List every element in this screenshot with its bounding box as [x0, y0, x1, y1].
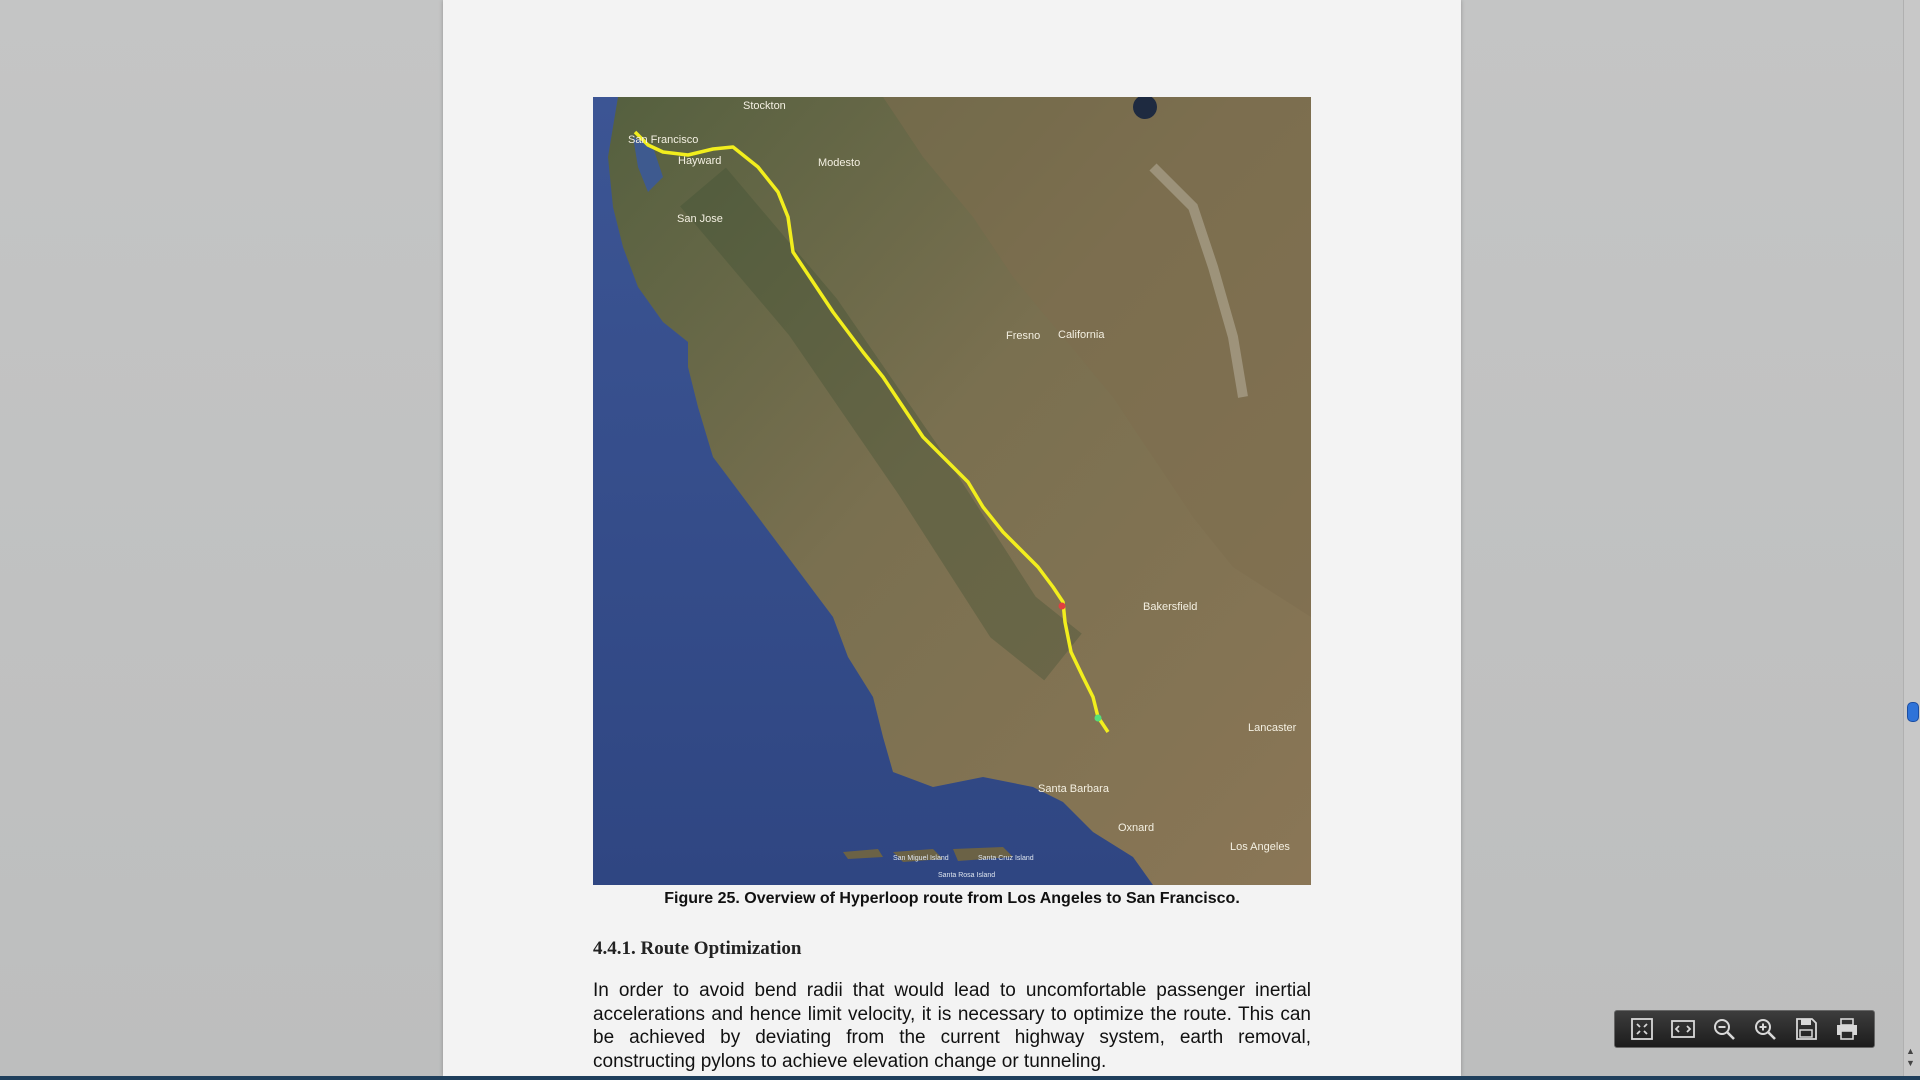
- map-label-san-jose: San Jose: [677, 213, 723, 225]
- route-marker-green: [1095, 715, 1102, 722]
- map-label-oxnard: Oxnard: [1118, 822, 1155, 834]
- fit-page-button[interactable]: [1625, 1014, 1659, 1044]
- save-button[interactable]: [1789, 1014, 1823, 1044]
- section-heading: 4.4.1. Route Optimization: [593, 938, 802, 959]
- window-bottom-edge: [0, 1076, 1920, 1080]
- save-icon: [1793, 1016, 1819, 1042]
- route-marker-red: [1059, 603, 1066, 610]
- map-label-santa-cruz-island: Santa Cruz Island: [978, 855, 1034, 862]
- zoom-in-icon: [1752, 1016, 1778, 1042]
- map-label-los-angeles: Los Angeles: [1230, 841, 1290, 853]
- scroll-down-arrow-icon[interactable]: ▼: [1906, 1058, 1915, 1068]
- map-label-hayward: Hayward: [678, 155, 722, 167]
- zoom-in-button[interactable]: [1748, 1014, 1782, 1044]
- scroll-up-arrow-icon[interactable]: ▲: [1906, 1046, 1915, 1056]
- map-label-stockton: Stockton: [743, 100, 786, 112]
- map-label-santa-rosa-island: Santa Rosa Island: [938, 872, 996, 879]
- map-label-bakersfield: Bakersfield: [1143, 601, 1198, 613]
- fit-page-icon: [1629, 1016, 1655, 1042]
- map-label-lancaster: Lancaster: [1248, 722, 1297, 734]
- zoom-out-icon: [1711, 1016, 1737, 1042]
- scroll-thumb[interactable]: [1907, 702, 1919, 722]
- map-label-san-miguel-island: San Miguel Island: [893, 855, 949, 862]
- viewer-toolbar: [1614, 1010, 1875, 1048]
- figure-caption: Figure 25. Overview of Hyperloop route from Los Angeles to San Francisco.: [664, 890, 1240, 907]
- map-label-california: California: [1058, 329, 1105, 341]
- fit-width-icon: [1670, 1016, 1696, 1042]
- zoom-out-button[interactable]: [1707, 1014, 1741, 1044]
- route-map-figure: [593, 97, 1311, 885]
- document-page: [443, 0, 1461, 1076]
- body-paragraph: In order to avoid bend radii that would lead to uncomfortable passenger inertial accelerations and hence limit velocity, it is necessary to optimize the route. This can be achieved by deviating from the current highway system, earth removal, constructing pylons to achieve elevation change or tunneling.: [593, 980, 1311, 1072]
- map-label-san-francisco: San Francisco: [628, 134, 699, 146]
- map-label-santa-barbara: Santa Barbara: [1038, 783, 1109, 795]
- route-map: [593, 97, 1311, 885]
- map-label-fresno: Fresno: [1006, 330, 1041, 342]
- map-label-modesto: Modesto: [818, 157, 861, 169]
- print-icon: [1834, 1016, 1860, 1042]
- print-button[interactable]: [1830, 1014, 1864, 1044]
- fit-width-button[interactable]: [1666, 1014, 1700, 1044]
- vertical-scrollbar[interactable]: [1903, 0, 1920, 1076]
